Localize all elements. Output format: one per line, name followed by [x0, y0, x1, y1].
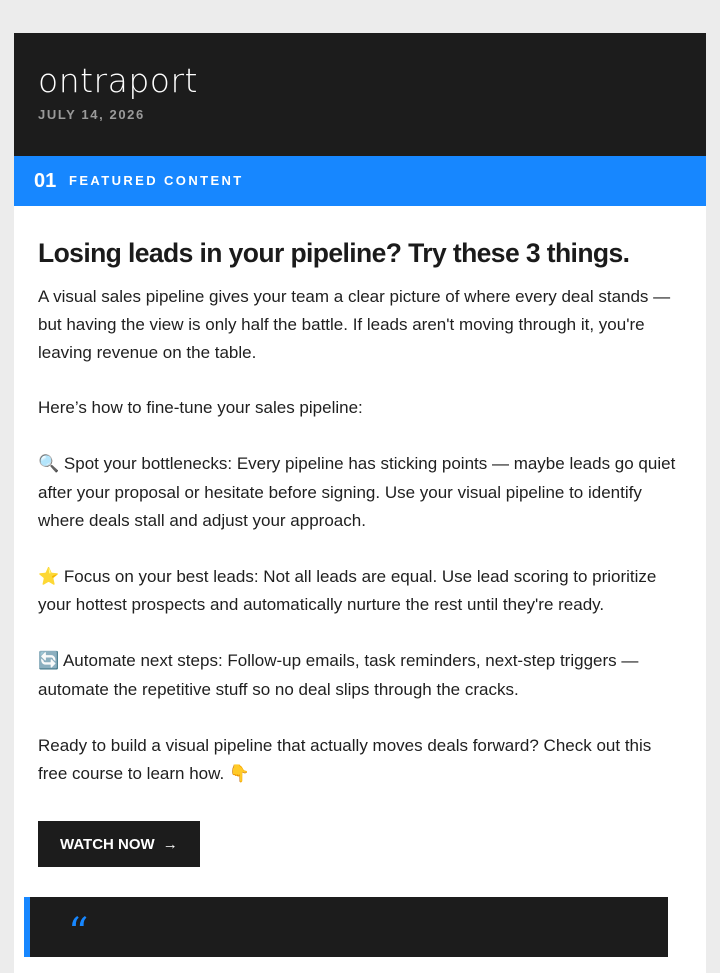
star-icon: ⭐	[38, 566, 60, 587]
email-card	[14, 33, 706, 973]
article-intro: A visual sales pipeline gives your team a clear picture of where every deal stands — but having the view is only half the battle. If leads aren't moving through it, you're leaving revenue on the table.	[38, 287, 671, 362]
tip-best-leads	[38, 563, 682, 620]
ontraport-logo[interactable]: ontraport	[38, 61, 198, 100]
section-number: 01	[34, 170, 57, 192]
arrow-right-icon: →	[162, 836, 178, 854]
tip-bottlenecks	[38, 450, 682, 534]
watch-now-button[interactable]	[38, 821, 200, 867]
tip-text: Spot your bottlenecks: Every pipeline has sticking points — maybe leads go quiet after your proposal or hesitate before signing. Use your visual pipeline to identify where deals stall and adjust your approach.	[38, 454, 676, 530]
tip-text: Automate next steps: Follow-up emails, task reminders, next-step triggers — automate the repetitive stuff so no deal slips through the cracks.	[38, 651, 639, 699]
refresh-icon: 🔄	[38, 651, 60, 672]
tip-automate	[38, 647, 682, 704]
magnifier-icon: 🔍	[38, 454, 60, 475]
article-closing	[38, 732, 682, 789]
article-body	[14, 236, 706, 867]
quote-mark-icon: “	[68, 910, 89, 956]
tip-text: Focus on your best leads: Not all leads are equal. Use lead scoring to prioritize your hottest prospects and automatically nurture the rest until they're ready.	[38, 566, 657, 615]
issue-date: JULY 14, 2026	[38, 107, 145, 122]
article-headline: Losing leads in your pipeline? Try these 3 things.	[38, 238, 630, 268]
closing-text: Ready to build a visual pipeline that actually moves deals forward? Check out this free course to learn how.	[38, 735, 652, 783]
section-bar	[14, 156, 706, 206]
watch-now-label: WATCH NOW	[60, 836, 155, 854]
article-lead-in: Here’s how to fine-tune your sales pipeline:	[38, 398, 363, 418]
quote-block	[24, 897, 668, 957]
section-label: FEATURED CONTENT	[69, 173, 244, 188]
pointing-down-icon: 👇	[228, 763, 251, 784]
email-header	[14, 33, 706, 156]
